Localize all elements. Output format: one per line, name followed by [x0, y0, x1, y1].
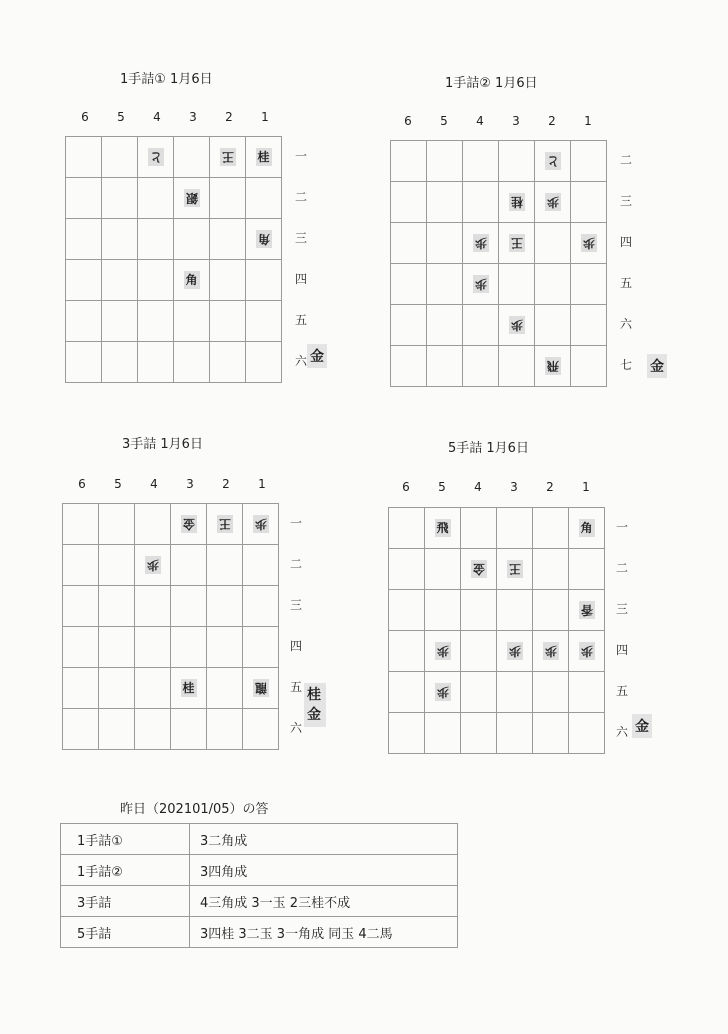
column-number: 5	[117, 110, 125, 124]
board-square	[569, 631, 605, 672]
table-row	[61, 855, 458, 886]
board-square	[533, 590, 569, 631]
puzzle-title: 1手詰② 1月6日	[445, 76, 538, 91]
board-square	[427, 141, 463, 182]
board-square	[246, 301, 282, 342]
board-square	[102, 137, 138, 178]
shogi-board	[62, 503, 279, 750]
board-square	[210, 178, 246, 219]
board-square	[497, 508, 533, 549]
answer-moves: 3二角成	[190, 824, 458, 855]
board-square	[425, 549, 461, 590]
board-square	[174, 342, 210, 383]
column-number: 5	[438, 480, 446, 494]
board-square	[389, 590, 425, 631]
board-square	[463, 264, 499, 305]
row-number: 二	[290, 557, 303, 571]
board-square	[425, 672, 461, 713]
column-numbers	[390, 114, 606, 128]
shogi-piece: 歩	[146, 558, 159, 572]
board-square	[499, 141, 535, 182]
board-square	[463, 223, 499, 264]
column-number: 1	[582, 480, 590, 494]
board-square	[461, 549, 497, 590]
board-square	[425, 631, 461, 672]
board-square	[138, 137, 174, 178]
board-square	[391, 141, 427, 182]
row-number: 二	[620, 153, 633, 167]
board-square	[497, 590, 533, 631]
shogi-piece: 飛	[546, 359, 559, 373]
board-square	[535, 305, 571, 346]
board-square	[243, 504, 279, 545]
column-number: 5	[114, 477, 122, 491]
row-numbers	[295, 136, 307, 382]
board-square	[497, 713, 533, 754]
board-square	[463, 346, 499, 387]
column-number: 2	[548, 114, 556, 128]
row-number: 五	[620, 276, 633, 290]
row-number: 七	[620, 358, 633, 372]
board-square	[99, 504, 135, 545]
board-square	[171, 504, 207, 545]
shogi-piece: 金	[182, 517, 195, 531]
row-number: 四	[620, 235, 633, 249]
row-number: 五	[616, 684, 629, 698]
board-square	[569, 549, 605, 590]
board-square	[389, 631, 425, 672]
board-square	[427, 346, 463, 387]
answers-table	[60, 823, 458, 948]
answer-moves: 3四桂 3二玉 3一角成 同玉 4二馬	[190, 917, 458, 948]
board-square	[174, 178, 210, 219]
row-number: 六	[616, 725, 629, 739]
board-square	[63, 709, 99, 750]
board-square	[425, 590, 461, 631]
board-square	[389, 672, 425, 713]
shogi-piece: 歩	[582, 236, 595, 250]
board-square	[174, 137, 210, 178]
board-square	[135, 504, 171, 545]
board-square	[174, 219, 210, 260]
board-square	[391, 264, 427, 305]
board-square	[66, 137, 102, 178]
board-square	[171, 545, 207, 586]
row-number: 二	[295, 190, 308, 204]
board-square	[463, 305, 499, 346]
column-number: 2	[225, 110, 233, 124]
board-square	[207, 504, 243, 545]
board-square	[571, 305, 607, 346]
column-number: 1	[261, 110, 269, 124]
shogi-piece: 歩	[474, 277, 487, 291]
board-square	[102, 260, 138, 301]
row-numbers	[620, 140, 632, 386]
column-number: 5	[440, 114, 448, 128]
shogi-piece: 歩	[580, 644, 593, 658]
shogi-piece: 角	[257, 232, 270, 246]
table-row	[61, 917, 458, 948]
board-square	[171, 668, 207, 709]
row-number: 二	[616, 561, 629, 575]
board-square	[102, 342, 138, 383]
board-square	[99, 545, 135, 586]
shogi-piece: 王	[221, 150, 234, 164]
column-numbers	[64, 477, 280, 491]
column-number: 4	[474, 480, 482, 494]
board-square	[389, 549, 425, 590]
row-number: 三	[616, 602, 629, 616]
board-square	[425, 713, 461, 754]
shogi-piece: 歩	[546, 195, 559, 209]
shogi-piece: 歩	[436, 644, 449, 658]
pieces-in-hand: 金	[307, 344, 327, 368]
column-number: 6	[404, 114, 412, 128]
board-square	[210, 342, 246, 383]
board-square	[207, 668, 243, 709]
board-square	[497, 549, 533, 590]
shogi-piece: 歩	[436, 685, 449, 699]
column-number: 2	[546, 480, 554, 494]
row-number: 四	[295, 272, 308, 286]
row-number: 三	[290, 598, 303, 612]
board-square	[499, 223, 535, 264]
board-square	[461, 508, 497, 549]
board-square	[571, 223, 607, 264]
answer-label: 5手詰	[61, 917, 190, 948]
board-square	[135, 668, 171, 709]
shogi-board	[65, 136, 282, 383]
shogi-board	[390, 140, 607, 387]
table-row	[61, 886, 458, 917]
shogi-piece: 王	[218, 517, 231, 531]
shogi-piece: 歩	[510, 318, 523, 332]
board-square	[391, 305, 427, 346]
board-square	[533, 549, 569, 590]
board-square	[210, 137, 246, 178]
board-square	[210, 260, 246, 301]
board-square	[463, 141, 499, 182]
board-square	[171, 709, 207, 750]
board-square	[571, 141, 607, 182]
row-number: 三	[620, 194, 633, 208]
board-square	[102, 178, 138, 219]
shogi-piece: 王	[510, 236, 523, 250]
board-square	[427, 264, 463, 305]
shogi-piece: 王	[508, 562, 521, 576]
board-square	[207, 545, 243, 586]
board-square	[571, 264, 607, 305]
board-square	[135, 627, 171, 668]
answer-moves: 3四角成	[190, 855, 458, 886]
board-square	[427, 182, 463, 223]
pieces-in-hand: 金	[632, 714, 652, 738]
board-square	[135, 545, 171, 586]
table-row	[61, 824, 458, 855]
board-square	[497, 631, 533, 672]
board-square	[391, 182, 427, 223]
board-square	[571, 182, 607, 223]
board-square	[569, 713, 605, 754]
board-square	[427, 223, 463, 264]
column-number: 2	[222, 477, 230, 491]
board-square	[389, 713, 425, 754]
board-square	[535, 182, 571, 223]
board-square	[207, 627, 243, 668]
board-square	[102, 301, 138, 342]
answer-label: 1手詰①	[61, 824, 190, 855]
board-square	[425, 508, 461, 549]
shogi-piece: 桂	[510, 195, 523, 209]
board-square	[63, 668, 99, 709]
shogi-piece: 角	[580, 521, 593, 535]
board-square	[461, 713, 497, 754]
board-square	[66, 219, 102, 260]
board-square	[461, 672, 497, 713]
row-number: 五	[290, 680, 303, 694]
board-square	[533, 672, 569, 713]
board-square	[535, 141, 571, 182]
column-number: 1	[584, 114, 592, 128]
board-square	[207, 709, 243, 750]
board-square	[138, 260, 174, 301]
row-number: 三	[295, 231, 308, 245]
column-numbers	[67, 110, 283, 124]
board-square	[138, 219, 174, 260]
answer-label: 1手詰②	[61, 855, 190, 886]
board-square	[207, 586, 243, 627]
board-square	[535, 264, 571, 305]
shogi-piece: 歩	[544, 644, 557, 658]
board-square	[533, 508, 569, 549]
board-square	[138, 342, 174, 383]
board-square	[569, 672, 605, 713]
board-square	[499, 346, 535, 387]
board-square	[66, 260, 102, 301]
board-square	[569, 590, 605, 631]
shogi-piece: 桂	[182, 681, 195, 695]
board-square	[569, 508, 605, 549]
board-square	[138, 178, 174, 219]
column-number: 4	[476, 114, 484, 128]
row-numbers	[616, 507, 628, 753]
shogi-piece: 歩	[508, 644, 521, 658]
board-square	[210, 219, 246, 260]
shogi-piece: 香	[580, 603, 593, 617]
board-square	[246, 137, 282, 178]
board-square	[461, 631, 497, 672]
board-square	[66, 301, 102, 342]
board-square	[246, 342, 282, 383]
board-square	[66, 342, 102, 383]
board-square	[174, 301, 210, 342]
column-number: 3	[189, 110, 197, 124]
board-square	[246, 219, 282, 260]
board-square	[171, 586, 207, 627]
shogi-piece: と	[149, 150, 162, 164]
row-number: 一	[290, 516, 303, 530]
answers-title: 昨日（202101/05）の答	[120, 802, 269, 817]
column-number: 3	[186, 477, 194, 491]
shogi-piece: 金	[472, 562, 485, 576]
board-square	[427, 305, 463, 346]
board-square	[243, 668, 279, 709]
shogi-piece: 銀	[185, 191, 198, 205]
board-square	[533, 713, 569, 754]
puzzle-title: 5手詰 1月6日	[448, 441, 529, 456]
answer-label: 3手詰	[61, 886, 190, 917]
board-square	[63, 545, 99, 586]
board-square	[135, 586, 171, 627]
row-number: 六	[295, 354, 308, 368]
shogi-piece: 龍	[254, 681, 267, 695]
board-square	[138, 301, 174, 342]
answer-moves: 4三角成 3一玉 2三桂不成	[190, 886, 458, 917]
row-number: 五	[295, 313, 308, 327]
row-number: 一	[616, 520, 629, 534]
board-square	[66, 178, 102, 219]
board-square	[243, 586, 279, 627]
column-numbers	[388, 480, 604, 494]
board-square	[391, 346, 427, 387]
board-square	[63, 586, 99, 627]
board-square	[243, 545, 279, 586]
puzzle-title: 3手詰 1月6日	[122, 437, 203, 452]
board-square	[535, 223, 571, 264]
shogi-piece: 角	[185, 273, 198, 287]
board-square	[571, 346, 607, 387]
board-square	[243, 709, 279, 750]
board-square	[246, 260, 282, 301]
shogi-piece: 飛	[436, 521, 449, 535]
board-square	[463, 182, 499, 223]
board-square	[135, 709, 171, 750]
pieces-in-hand: 桂 金	[304, 683, 326, 727]
row-number: 六	[290, 721, 303, 735]
column-number: 4	[150, 477, 158, 491]
board-square	[99, 586, 135, 627]
board-square	[102, 219, 138, 260]
board-square	[499, 305, 535, 346]
row-number: 六	[620, 317, 633, 331]
board-square	[99, 709, 135, 750]
column-number: 6	[402, 480, 410, 494]
board-square	[391, 223, 427, 264]
shogi-piece: 桂	[257, 150, 270, 164]
pieces-in-hand: 金	[647, 354, 667, 378]
board-square	[243, 627, 279, 668]
row-number: 四	[290, 639, 303, 653]
board-square	[171, 627, 207, 668]
shogi-board	[388, 507, 605, 754]
row-numbers	[290, 503, 302, 749]
board-square	[63, 504, 99, 545]
shogi-piece: と	[546, 154, 559, 168]
shogi-piece: 歩	[474, 236, 487, 250]
board-square	[99, 668, 135, 709]
board-square	[210, 301, 246, 342]
column-number: 6	[81, 110, 89, 124]
column-number: 1	[258, 477, 266, 491]
shogi-piece: 歩	[254, 517, 267, 531]
board-square	[499, 264, 535, 305]
column-number: 3	[512, 114, 520, 128]
puzzle-title: 1手詰① 1月6日	[120, 72, 213, 87]
board-square	[99, 627, 135, 668]
board-square	[497, 672, 533, 713]
row-number: 四	[616, 643, 629, 657]
column-number: 4	[153, 110, 161, 124]
column-number: 3	[510, 480, 518, 494]
board-square	[63, 627, 99, 668]
board-square	[533, 631, 569, 672]
board-square	[499, 182, 535, 223]
board-square	[535, 346, 571, 387]
board-square	[389, 508, 425, 549]
board-square	[174, 260, 210, 301]
column-number: 6	[78, 477, 86, 491]
board-square	[246, 178, 282, 219]
board-square	[461, 590, 497, 631]
row-number: 一	[295, 149, 308, 163]
